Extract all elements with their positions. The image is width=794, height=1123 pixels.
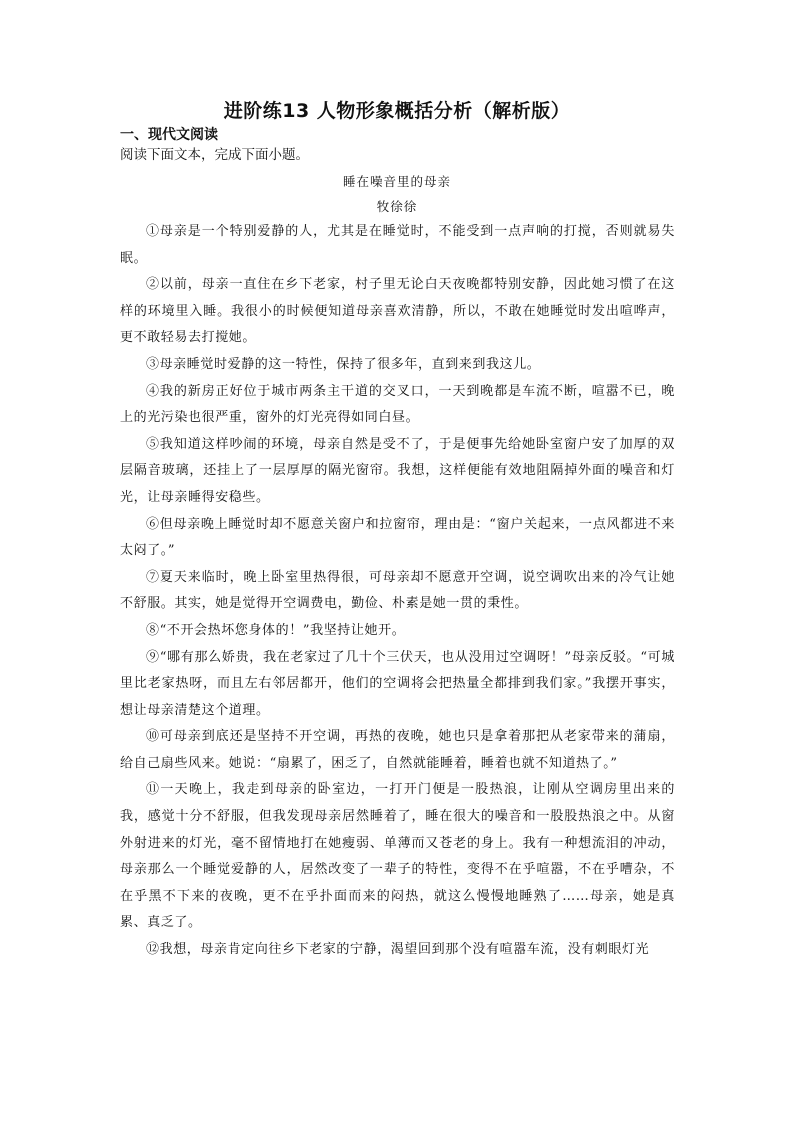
document-title: 进阶练13 人物形象概括分析（解析版） [223,100,571,122]
paragraph-8: ⑧“不开会热坏您身体的！”我坚持让她开。 [146,622,406,638]
paragraph-11: ⑪一天晚上，我走到母亲的卧室边，一打开门便是一股热浪，让刚从空调房里出来的我，感觉十分不舒服，但我发现母亲居然睡着了，睡在很大的噪音和一股股热浪之中。从窗外射进来的灯光，毫不留情地打在她瘦弱、单薄而又苍老的身上。我有一种想流泪的冲动，母亲那么一个睡觉爱静的人，居然改变了一辈子的特性，变得不在乎喧嚣，不在乎嘈杂，不在乎黑不下来的夜晚，更不在乎扑面而来的闷热，就这么慢慢地睡熟了……母亲，她是真累、真乏了。 [120,782,675,931]
paragraph-12: ⑫我想，母亲肯定向往乡下老家的宁静，渴望回到那个没有喧嚣车流，没有刺眼灯光 [146,942,650,958]
paragraph-9: ⑨“哪有那么娇贵，我在老家过了几十个三伏天，也从没用过空调呀！”母亲反驳。“可城里比老家热呀，而且左右邻居都开，他们的空调将会把热量全都排到我们家。”我摆开事实，想让母亲清楚这个道理。 [120,649,675,718]
paragraph-4: ④我的新房正好位于城市两条主干道的交叉口，一天到晚都是车流不断，喧嚣不已，晚上的光污染也很严重，窗外的灯光亮得如同白昼。 [120,383,675,426]
instruction-text: 阅读下面文本，完成下面小题。 [120,147,309,163]
paragraph-5: ⑤我知道这样吵闹的环境，母亲自然是受不了，于是便事先给她卧室窗户安了加厚的双层隔音玻璃，还挂上了一层厚厚的隔光窗帘。我想，这样便能有效地阻隔掉外面的噪音和灯光，让母亲睡得安稳些。 [120,436,675,505]
article-author: 牧徐徐 [376,199,418,214]
article-body [120,219,675,964]
section-heading: 一、现代文阅读 [120,127,218,143]
paragraph-10: ⑩可母亲到底还是坚持不开空调，再热的夜晚，她也只是拿着那把从老家带来的蒲扇，给自己扇些风来。她说：“扇累了，困乏了，自然就能睡着，睡着也就不知道热了。” [120,729,675,771]
paragraph-7: ⑦夏天来临时，晚上卧室里热得很，可母亲却不愿意开空调，说空调吹出来的冷气让她不舒服。其实，她是觉得开空调费电，勤俭、朴素是她一贯的秉性。 [120,569,675,612]
paragraph-6: ⑥但母亲晚上睡觉时却不愿意关窗户和拉窗帘，理由是：“窗户关起来，一点风都进不来太闷了。” [120,516,675,559]
paragraph-3: ③母亲睡觉时爱静的这一特性，保持了很多年，直到来到我这儿。 [146,356,541,372]
paragraph-2: ②以前，母亲一直住在乡下老家，村子里无论白天夜晚都特别安静，因此她习惯了在这样的环境里入睡。我很小的时候便知道母亲喜欢清静，所以，不敢在她睡觉时发出喧哗声，更不敢轻易去打搅她。 [120,277,675,346]
paragraph-1: ①母亲是一个特别爱静的人，尤其是在睡觉时，不能受到一点声响的打搅，否则就易失眠。 [120,224,675,266]
article-title: 睡在噪音里的母亲 [342,174,451,189]
